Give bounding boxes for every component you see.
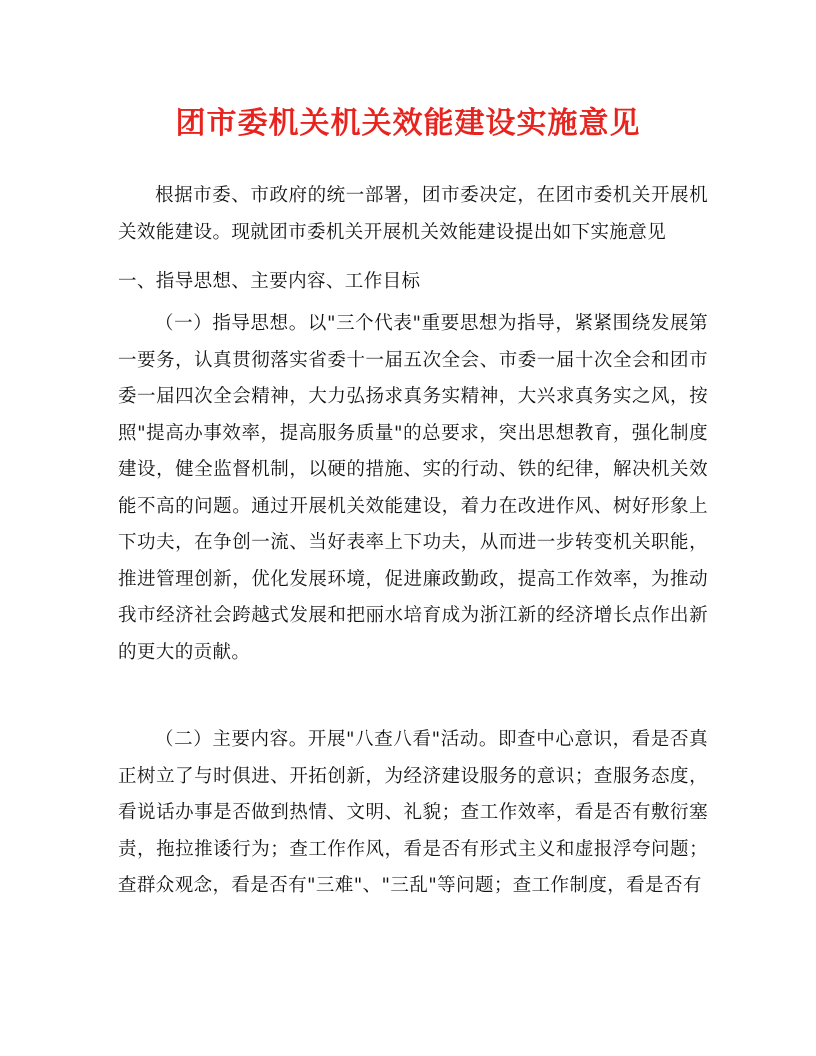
document-title: 团市委机关机关效能建设实施意见 <box>175 106 641 141</box>
main-content-paragraph: （二）主要内容。开展"八查八看"活动。即查中心意识，看是否真正树立了与时俱进、开拓创新，为经济建设服务的意识；查服务态度，看说话办事是否做到热情、文明、礼貌；查工作效率，看是否有敷衍塞责，拖拉推诿行为；查工作作风，看是否有形式主义和虚报浮夸问题；查群众观念，看是否有"三难"、"三乱"等问题；查工作制度，看是否有 <box>118 729 708 896</box>
section-heading: 一、指导思想、主要内容、工作目标 <box>118 271 421 292</box>
guiding-thought-paragraph: （一）指导思想。以"三个代表"重要思想为指导，紧紧围绕发展第一要务，认真贯彻落实省委十一届五次全会、市委一届十次全会和团市委一届四次全会精神，大力弘扬求真务实精神，大兴求真务实之风，按照"提高办事效率，提高服务质量"的总要求，突出思想教育，强化制度建设，健全监督机制，以硬的措施、实的行动、铁的纪律，解决机关效能不高的问题。通过开展机关效能建设，着力在改进作风、树好形象上下功夫，在争创一流、当好表率上下功夫，从而进一步转变机关职能，推进管理创新，优化发展环境，促进廉政勤政，提高工作效率，为推动我市经济社会跨越式发展和把丽水培育成为浙江新的经济增长点作出新的更大的贡献。 <box>118 313 708 663</box>
intro-paragraph: 根据市委、市政府的统一部署，团市委决定，在团市委机关开展机关效能建设。现就团市委机关开展机关效能建设提出如下实施意见 <box>118 185 708 243</box>
